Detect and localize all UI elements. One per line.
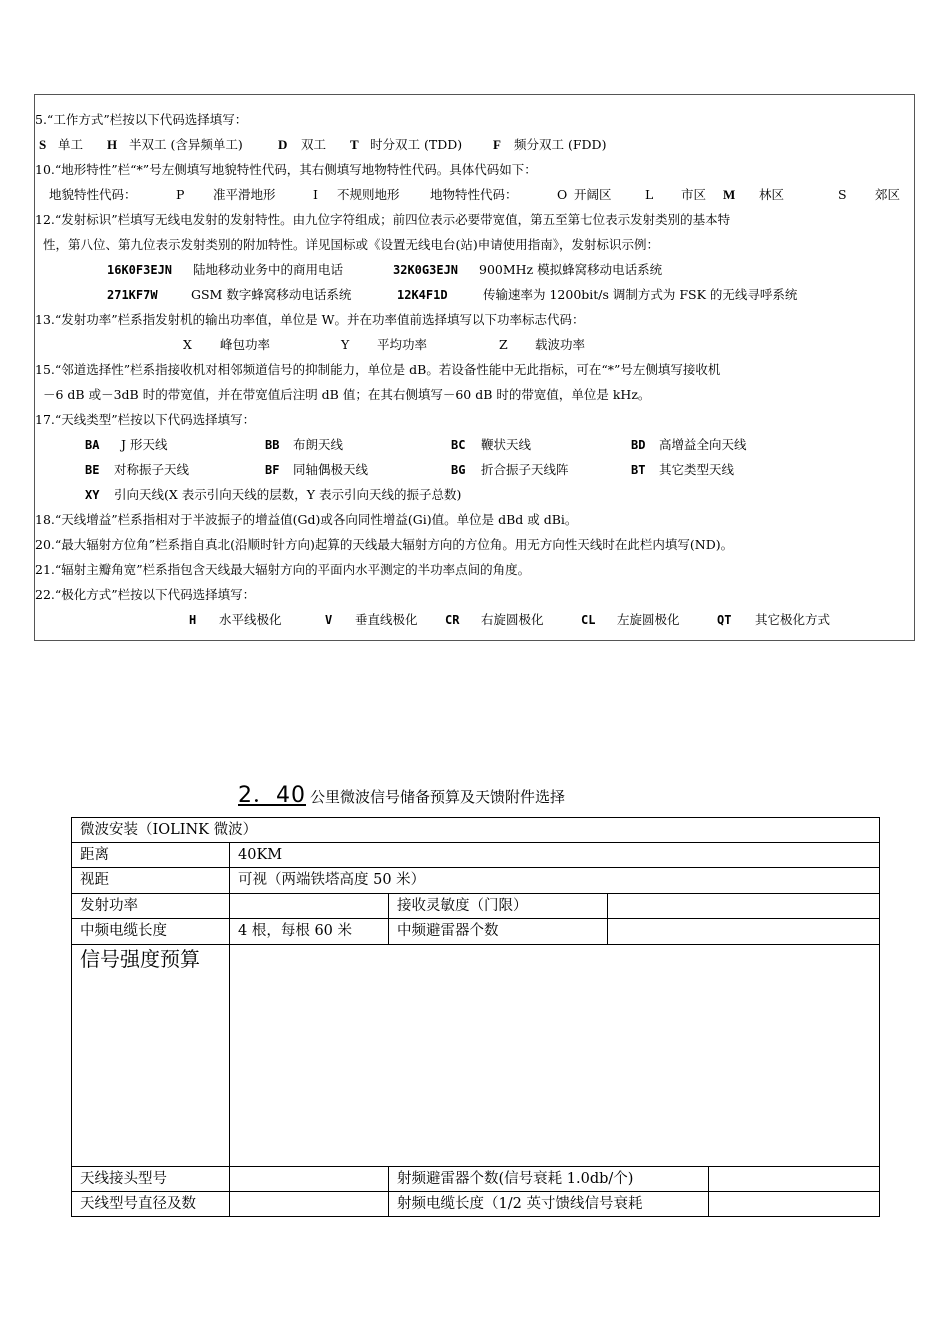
code-i: I [313, 187, 318, 202]
note-emission-2: 性，第八位、第九位表示发射类别的附加特性。详见国标或《设置无线电台(站)申请使用指南》，发射标识示例： [43, 237, 660, 252]
label-bb: 布朗天线 [293, 437, 344, 452]
label-qt: 其它极化方式 [755, 612, 831, 627]
feature-label: 地物特性代码： [430, 187, 518, 202]
antenna-model-label: 天线型号直径及数 [71, 1191, 230, 1217]
code-cl: CL [581, 613, 596, 627]
note-beamwidth: 21.“辐射主瓣角宽”栏系指包含天线最大辐射方向的平面内水平测定的半功率点间的角度。 [35, 562, 531, 577]
emission-code-3: 271KF7W [107, 288, 158, 302]
if-arrester-value[interactable] [607, 918, 880, 945]
emission-desc-2: 900MHz 模拟蜂窝移动电话系统 [479, 262, 663, 277]
label-d: 双工 [301, 137, 327, 152]
label-m: 林区 [759, 187, 785, 202]
label-y: 平均功率 [377, 337, 428, 352]
antenna-connector-label: 天线接头型号 [71, 1166, 230, 1192]
install-row: 微波安装（IOLINK 微波） [71, 817, 880, 843]
sight-label: 视距 [71, 867, 230, 894]
emission-code-1: 16K0F3EJN [107, 263, 173, 277]
label-p: 准平滑地形 [213, 187, 276, 202]
label-s: 单工 [58, 137, 84, 152]
if-cable-value[interactable]: 4 根，每根 60 米 [229, 918, 389, 945]
label-t: 时分双工 (TDD) [370, 137, 463, 152]
emission-code-2: 32K0G3EJN [393, 263, 459, 277]
label-bd: 高增益全向天线 [659, 437, 747, 452]
label-z: 载波功率 [535, 337, 586, 352]
code-z: Z [499, 337, 508, 352]
note-terrain: 10.“地形特性”栏“*”号左侧填写地貌特性代码，其右侧填写地物特性代码。具体代码如下： [35, 162, 537, 177]
rf-cable-label: 射频电缆长度（1/2 英寸馈线信号衰耗 [388, 1191, 709, 1217]
label-i: 不规则地形 [337, 187, 400, 202]
code-bg: BG [451, 463, 466, 477]
emission-desc-1: 陆地移动业务中的商用电话 [193, 262, 344, 277]
rx-sensitivity-label: 接收灵敏度（门限） [388, 893, 608, 919]
label-bf: 同轴偶极天线 [293, 462, 369, 477]
code-bb: BB [265, 438, 280, 452]
budget-value[interactable] [229, 944, 880, 1167]
sight-value[interactable]: 可视（两端铁塔高度 50 米） [229, 867, 880, 894]
label-s2: 郊区 [875, 187, 901, 202]
code-m: M [723, 187, 736, 202]
code-h2: H [189, 613, 197, 627]
distance-value[interactable]: 40KM [229, 842, 880, 868]
label-h2: 水平线极化 [219, 612, 282, 627]
note-azimuth: 20.“最大辐射方位角”栏系指自真北(沿顺时针方向)起算的天线最大辐射方向的方位角。用无方向性天线时在此栏内填写(ND)。 [35, 537, 734, 552]
label-be: 对称振子天线 [114, 462, 190, 477]
note-gain: 18.“天线增益”栏系指相对于半波振子的增益值(Gd)或各向同性增益(Gi)值。单位是 dBd 或 dBi。 [35, 512, 578, 527]
code-xy: XY [85, 488, 100, 502]
microwave-budget-table [71, 817, 880, 1217]
label-x: 峰包功率 [220, 337, 271, 352]
code-p: P [176, 187, 185, 202]
note-selectivity-2: －6 dB 或－3dB 时的带宽值，并在带宽值后注明 dB 值；在其右侧填写－60 dB 时的带宽值，单位是 kHz。 [43, 387, 651, 402]
antenna-model-value[interactable] [229, 1191, 389, 1217]
code-bd: BD [631, 438, 646, 452]
code-l: L [645, 187, 654, 202]
rf-arrester-label: 射频避雷器个数(信号衰耗 1.0db/个) [388, 1166, 709, 1192]
code-bt: BT [631, 463, 646, 477]
if-arrester-label: 中频避雷器个数 [388, 918, 608, 945]
budget-label: 信号强度预算 [71, 944, 230, 1167]
label-bc: 鞭状天线 [481, 437, 532, 452]
label-o: 开阔区 [574, 187, 612, 202]
label-cl: 左旋圆极化 [617, 612, 680, 627]
label-ba: J 形天线 [121, 437, 168, 452]
code-x: X [183, 337, 192, 352]
rf-cable-value[interactable] [708, 1191, 880, 1217]
note-antenna-type: 17.“天线类型”栏按以下代码选择填写： [35, 412, 256, 427]
antenna-connector-value[interactable] [229, 1166, 389, 1192]
label-h: 半双工 (含异频单工) [129, 137, 243, 152]
section-number: 2．40 [238, 783, 306, 808]
landform-label: 地貌特性代码： [49, 187, 137, 202]
tx-power-label: 发射功率 [71, 893, 230, 919]
code-cr: CR [445, 613, 460, 627]
code-d: D [278, 137, 288, 152]
note-work-mode: 5.“工作方式”栏按以下代码选择填写： [35, 112, 248, 127]
distance-label: 距离 [71, 842, 230, 868]
code-qt: QT [717, 613, 732, 627]
label-bt: 其它类型天线 [659, 462, 735, 477]
emission-desc-4: 传输速率为 1200bit/s 调制方式为 FSK 的无线寻呼系统 [483, 287, 798, 302]
code-h: H [107, 137, 118, 152]
label-l: 市区 [681, 187, 707, 202]
code-s2: S [838, 187, 847, 202]
note-polarization: 22.“极化方式”栏按以下代码选择填写： [35, 587, 256, 602]
rx-sensitivity-value[interactable] [607, 893, 880, 919]
section-title [238, 778, 565, 809]
code-f: F [493, 137, 501, 152]
label-f: 频分双工 (FDD) [514, 137, 607, 152]
code-s: S [39, 137, 47, 152]
if-cable-label: 中频电缆长度 [71, 918, 230, 945]
code-o: O [557, 187, 568, 202]
label-xy: 引向天线(X 表示引向天线的层数，Y 表示引向天线的振子总数) [114, 487, 462, 502]
code-y: Y [341, 337, 350, 352]
note-power: 13.“发射功率”栏系指发射机的输出功率值，单位是 W。并在功率值前选择填写以下功率标志代码： [35, 312, 585, 327]
code-be: BE [85, 463, 100, 477]
label-v: 垂直线极化 [355, 612, 418, 627]
section-heading: 公里微波信号储备预算及天馈附件选择 [310, 788, 566, 806]
instructions-box [34, 94, 915, 641]
code-v: V [325, 613, 333, 627]
note-selectivity-1: 15.“邻道选择性”栏系指接收机对相邻频道信号的抑制能力，单位是 dB。若设备性能中无此指标，可在“*”号左侧填写接收机 [35, 362, 721, 377]
label-cr: 右旋圆极化 [481, 612, 544, 627]
tx-power-value[interactable] [229, 893, 389, 919]
code-ba: BA [85, 438, 100, 452]
rf-arrester-value[interactable] [708, 1166, 880, 1192]
code-bf: BF [265, 463, 280, 477]
code-t: T [350, 137, 359, 152]
note-emission-1: 12.“发射标识”栏填写无线电发射的发射特性。由九位字符组成；前四位表示必要带宽值，第五至第七位表示发射类别的基本特 [35, 212, 731, 227]
label-bg: 折合振子天线阵 [481, 462, 569, 477]
code-bc: BC [451, 438, 466, 452]
emission-code-4: 12K4F1D [397, 288, 448, 302]
emission-desc-3: GSM 数字蜂窝移动电话系统 [191, 287, 352, 302]
